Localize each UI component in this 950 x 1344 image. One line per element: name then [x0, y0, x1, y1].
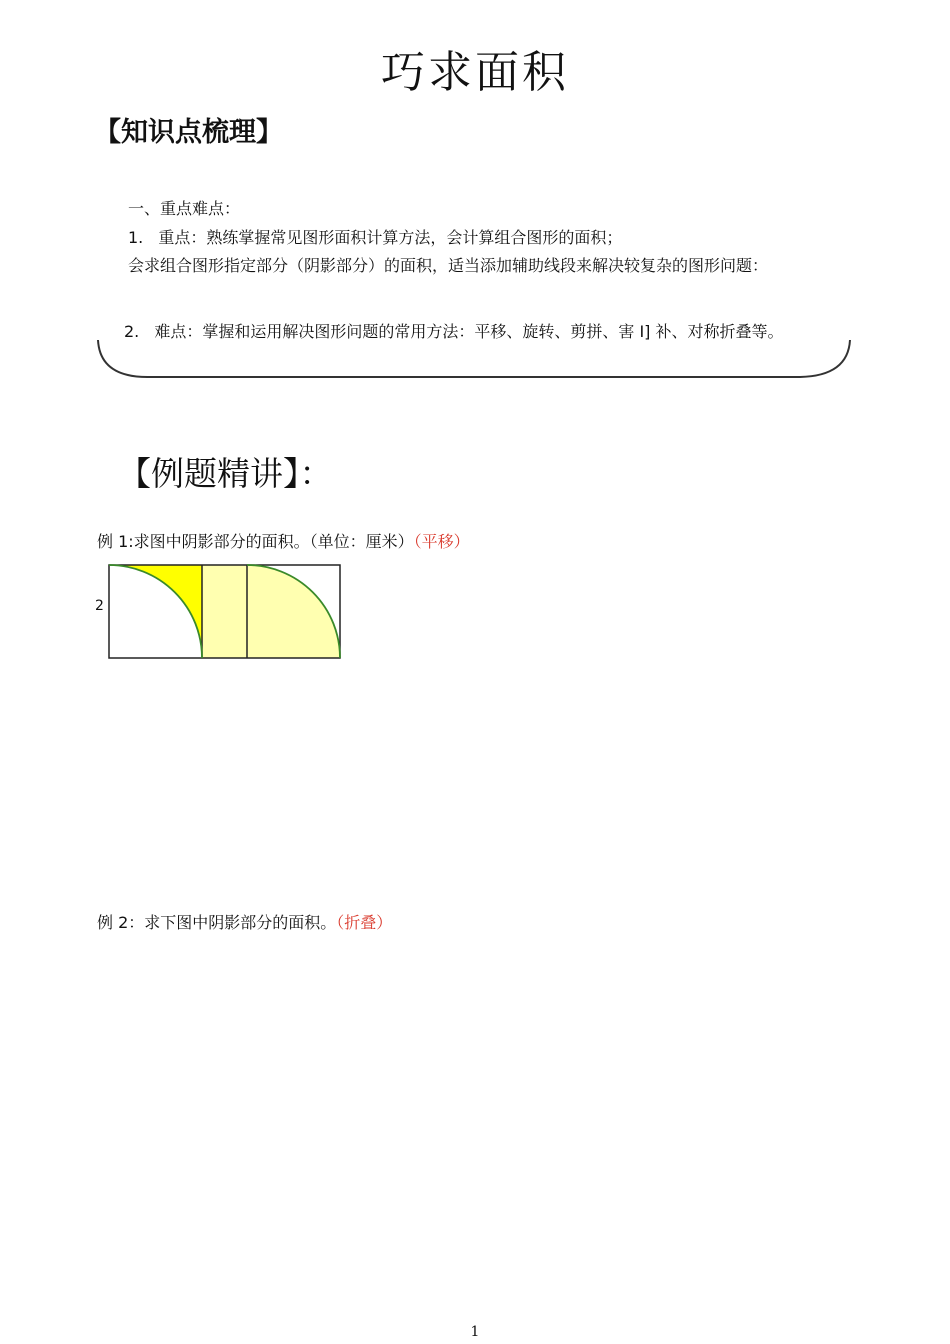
section-heading-knowledge: 【知识点梳理】	[94, 117, 283, 148]
point-item-1	[128, 225, 622, 248]
point-item-1-continuation: 会求组合图形指定部分（阴影部分）的面积，适当添加辅助线段来解决较复杂的图形问题：	[128, 256, 769, 275]
point-item-2-number: 2.	[124, 322, 140, 341]
example-1-text: 例 1:求图中阴影部分的面积。（单位：厘米）	[97, 532, 414, 551]
section-heading-examples: 【例题精讲】：	[118, 454, 333, 493]
point-item-2-text: 难点：掌握和运用解决图形问题的常用方法：平移、旋转、剪拼、害 I] 补、对称折叠等。	[154, 322, 784, 341]
figure-dimension-label: 2	[95, 598, 104, 614]
shaded-corner-region	[109, 565, 202, 658]
points-heading: 一、重点难点：	[128, 199, 241, 218]
example-1-figure	[108, 564, 348, 664]
example-1-prompt	[97, 529, 470, 552]
example-2-prompt	[97, 910, 392, 933]
page-title: 巧求面积	[381, 47, 569, 98]
example-2-method: （折叠）	[336, 913, 393, 932]
page-number: 1	[470, 1324, 480, 1340]
example-2-text: 例 2：求下图中阴影部分的面积。	[97, 913, 337, 932]
point-item-1-text: 重点：熟练掌握常见图形面积计算方法，会计算组合图形的面积；	[158, 228, 623, 247]
point-item-2	[124, 319, 784, 342]
shaded-quarter-circle	[247, 565, 340, 658]
shaded-middle-strip	[202, 565, 247, 658]
point-item-1-number: 1.	[128, 228, 144, 247]
example-1-method: （平移）	[413, 532, 470, 551]
